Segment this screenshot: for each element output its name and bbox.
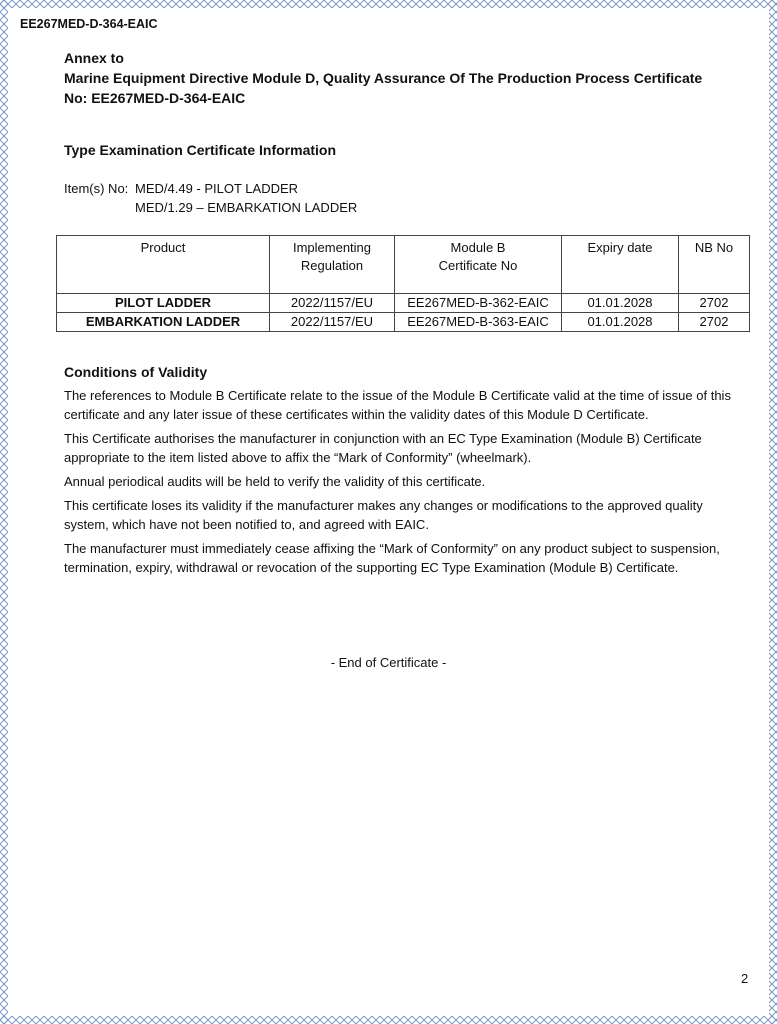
items-row	[64, 179, 742, 198]
cell-product: EMBARKATION LADDER	[57, 313, 270, 332]
annex-title	[64, 48, 742, 108]
cell-nb: 2702	[679, 294, 750, 313]
cell-nb: 2702	[679, 313, 750, 332]
items-list	[64, 179, 742, 217]
items-label: Item(s) No:	[64, 181, 129, 196]
col-header-module-b: Module B Certificate No	[395, 236, 562, 294]
col-header-product: Product	[57, 236, 270, 294]
annex-title-line: Marine Equipment Directive Module D, Quality Assurance Of The Production Process Certificate	[64, 70, 703, 86]
header-certificate-id: EE267MED-D-364-EAIC	[20, 17, 158, 31]
cell-regulation: 2022/1157/EU	[270, 313, 395, 332]
validity-paragraph: This certificate loses its validity if the manufacturer makes any changes or modifications to the approved quality system, which have not been notified to, and agreed with EAIC.	[64, 498, 703, 532]
validity-paragraph: The manufacturer must immediately cease affixing the “Mark of Conformity” on any product subject to suspension, termination, expiry, withdrawal or revocation of the supporting EC Type Examination (Module B) Certificate.	[64, 541, 720, 575]
cell-product: PILOT LADDER	[57, 294, 270, 313]
page-number: 2	[741, 971, 749, 986]
cell-module-b: EE267MED-B-363-EAIC	[395, 313, 562, 332]
col-header-regulation: Implementing Regulation	[270, 236, 395, 294]
item-entry: MED/4.49 - PILOT LADDER	[135, 181, 299, 196]
validity-paragraph: The references to Module B Certificate relate to the issue of the Module B Certificate valid at the time of issue of this certificate and any later issue of these certificates within the validity dates of this Module D Certificate.	[64, 388, 731, 422]
col-header-nb: NB No	[679, 236, 750, 294]
col-header-expiry: Expiry date	[562, 236, 679, 294]
validity-paragraph: Annual periodical audits will be held to verify the validity of this certificate.	[64, 474, 486, 489]
type-exam-heading: Type Examination Certificate Information	[64, 142, 337, 158]
validity-heading: Conditions of Validity	[64, 364, 208, 380]
end-of-certificate: - End of Certificate -	[330, 655, 447, 670]
certificate-content	[64, 48, 742, 577]
cell-module-b: EE267MED-B-362-EAIC	[395, 294, 562, 313]
table-row	[57, 313, 750, 332]
cell-expiry: 01.01.2028	[562, 294, 679, 313]
cell-regulation: 2022/1157/EU	[270, 294, 395, 313]
validity-paragraph: This Certificate authorises the manufacturer in conjunction with an EC Type Examination (Module B) Certificate appropriate to the item listed above to affix the “Mark of Conformity” (wheelmark).	[64, 431, 702, 465]
annex-title-line: Annex to	[64, 50, 124, 66]
table-header-row	[57, 236, 750, 294]
item-entry: MED/1.29 – EMBARKATION LADDER	[135, 200, 358, 215]
certificate-table	[56, 235, 750, 332]
annex-title-line: No: EE267MED-D-364-EAIC	[64, 90, 246, 106]
cell-expiry: 01.01.2028	[562, 313, 679, 332]
table-row	[57, 294, 750, 313]
